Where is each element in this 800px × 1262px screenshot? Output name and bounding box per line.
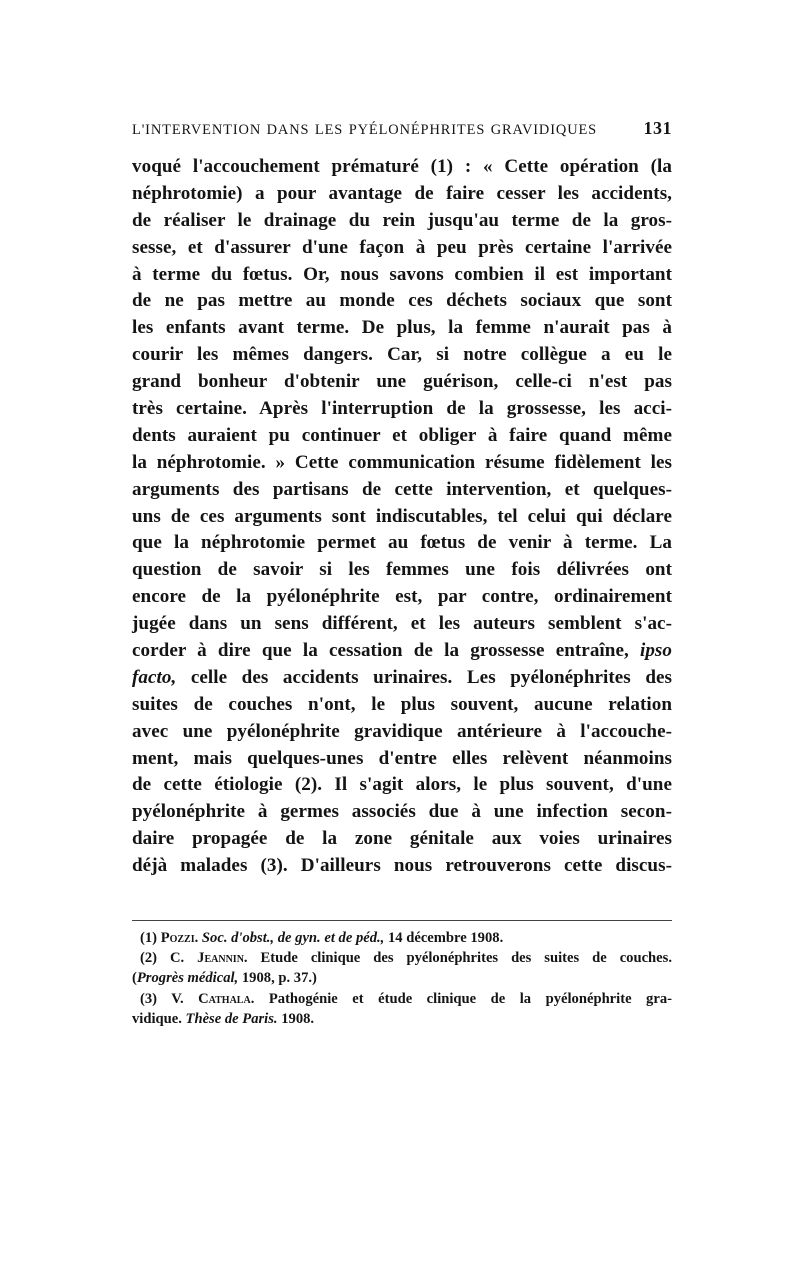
footnote-text: vidique.	[132, 1010, 182, 1027]
text-line: ment, mais quelques-unes d'entre elles relèvent néanmoins	[132, 747, 672, 769]
text-fragment: celle des accidents urinaires. Les pyélonéphrites des	[176, 666, 672, 688]
text-line: courir les mêmes dangers. Car, si notre collègue a eu le	[132, 344, 672, 366]
text-line: néphrotomie) a pour avantage de faire cesser les accidents,	[132, 182, 672, 204]
footnote-divider	[132, 920, 672, 921]
text-line: déjà malades (3). D'ailleurs nous retrouverons cette discus-	[132, 855, 672, 877]
footnote-text: Etude clinique des pyélonéphrites des suites de couches.	[260, 950, 672, 967]
footnote-initial: C.	[170, 950, 185, 967]
text-line: que la néphrotomie permet au fœtus de venir à terme. La	[132, 532, 672, 554]
text-line: question de savoir si les femmes une fois délivrées ont	[132, 559, 672, 581]
footnote-3-line-1	[132, 989, 672, 1009]
text-line: uns de ces arguments sont indiscutables, tel celui qui déclare	[132, 505, 672, 527]
footnote-year: 1908.	[281, 1010, 315, 1027]
footnote-thesis: Thèse de Paris.	[185, 1010, 278, 1027]
text-line: jugée dans un sens différent, et les auteurs semblent s'ac-	[132, 613, 672, 635]
page-number: 131	[643, 118, 672, 138]
footnote-initial: V.	[171, 990, 184, 1007]
footnote-text: Pathogénie et étude clinique de la pyélonéphrite gra-	[268, 990, 672, 1007]
text-line: grand bonheur d'obtenir une guérison, celle-ci n'est pas	[132, 371, 672, 393]
footnote-author: Cathala.	[198, 990, 255, 1007]
italic-term: ipso	[639, 640, 673, 662]
footnotes	[132, 928, 672, 1029]
body-paragraph	[132, 154, 672, 880]
text-line: de ne pas mettre au monde ces déchets sociaux que sont	[132, 290, 672, 312]
text-line: dents auraient pu continuer et obliger à faire quand même	[132, 424, 672, 446]
footnote-paren: (	[132, 970, 137, 987]
footnote-number: (2)	[140, 950, 158, 967]
footnote-2-line-1	[132, 948, 672, 968]
footnote-journal: Soc. d'obst., de gyn. et de péd.,	[201, 930, 385, 946]
text-line: voqué l'accouchement prématuré (1) : « Cette opération (la	[132, 156, 672, 177]
text-line-with-italic	[132, 638, 672, 665]
text-line: les enfants avant terme. De plus, la femme n'aurait pas à	[132, 317, 672, 339]
running-header	[132, 118, 672, 142]
text-line: arguments des partisans de cette intervention, et quelques-	[132, 478, 672, 500]
text-fragment: corder à dire que la cessation de la grossesse entraîne,	[132, 640, 629, 662]
running-title: L'INTERVENTION DANS LES PYÉLONÉPHRITES GRAVIDIQUES	[132, 122, 598, 138]
footnote-journal: Progrès médical,	[136, 970, 239, 987]
text-line: de réaliser le drainage du rein jusqu'au terme de la gros-	[132, 209, 672, 231]
footnote-number: (3)	[140, 990, 158, 1007]
footnote-author: Pozzi.	[160, 930, 199, 946]
text-line: suites de couches n'ont, le plus souvent, aucune relation	[132, 693, 672, 715]
italic-term: facto,	[132, 666, 177, 688]
text-line: sesse, et d'assurer d'une façon à peu près certaine l'arrivée	[132, 236, 672, 258]
text-line: avec une pyélonéphrite gravidique antérieure à l'accouche-	[132, 720, 672, 742]
text-line: pyélonéphrite à germes associés due à une infection secon-	[132, 801, 672, 823]
footnote-text: 1908, p. 37.)	[241, 970, 317, 987]
footnote-2-line-2	[132, 968, 672, 988]
footnote-text: 14 décembre 1908.	[387, 930, 504, 946]
footnote-author: Jeannin.	[197, 950, 248, 967]
footnote-1	[132, 928, 672, 948]
text-line: très certaine. Après l'interruption de la grossesse, les acci-	[132, 398, 672, 420]
text-line-with-italic	[132, 665, 672, 692]
text-line: encore de la pyélonéphrite est, par contre, ordinairement	[132, 586, 672, 608]
footnote-number: (1)	[140, 930, 158, 946]
text-line: de cette étiologie (2). Il s'agit alors, le plus souvent, d'une	[132, 774, 672, 796]
text-line: daire propagée de la zone génitale aux voies urinaires	[132, 828, 672, 850]
text-line: la néphrotomie. » Cette communication résume fidèlement les	[132, 451, 672, 473]
text-line: à terme du fœtus. Or, nous savons combien il est important	[132, 263, 672, 285]
footnote-3-line-2	[132, 1009, 672, 1029]
